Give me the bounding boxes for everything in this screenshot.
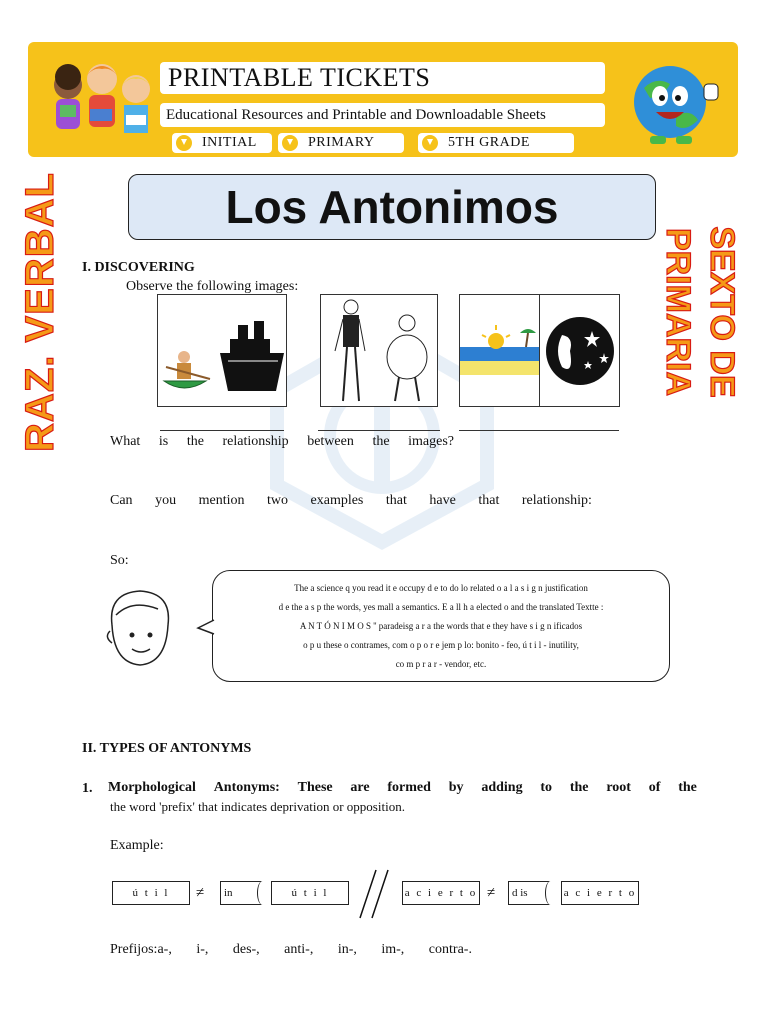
moon-stars-icon — [540, 295, 619, 406]
word: by — [448, 780, 464, 795]
word: have — [429, 493, 456, 508]
section1-instruction: Observe the following images: — [126, 279, 299, 294]
image-thin-fat-men — [320, 294, 438, 407]
word: Prefijos:a-, — [110, 942, 172, 957]
word: mention — [198, 493, 245, 508]
thin-and-fat-man-icon — [321, 295, 437, 406]
word: relationship — [222, 434, 289, 449]
boy-face-icon — [102, 585, 178, 675]
item1-heading-line — [108, 780, 697, 796]
kids-reading-illustration — [40, 55, 160, 150]
double-slash-divider-icon — [356, 868, 392, 920]
item1-description: the word 'prefix' that indicates deprivation or opposition. — [110, 799, 405, 814]
question-examples — [110, 493, 592, 509]
example-word-util: ú t i l — [112, 881, 190, 905]
section1-heading: I. DISCOVERING — [82, 260, 195, 275]
word: contra-. — [428, 942, 472, 957]
item1-number: 1. — [82, 781, 93, 796]
question-relationship — [110, 434, 454, 450]
image-night — [539, 294, 620, 407]
example-label: Example: — [110, 838, 164, 853]
word: is — [158, 434, 169, 449]
word: formed — [387, 780, 431, 795]
bubble-line: co m p r a r - vendor, etc. — [395, 659, 487, 669]
canoe-and-ship-icon — [158, 295, 286, 406]
example-prefix-in: in — [220, 881, 262, 905]
word: the — [186, 434, 204, 449]
word: root — [606, 780, 631, 795]
header-title: PRINTABLE TICKETS — [160, 62, 605, 94]
word: between — [307, 434, 354, 449]
level-initial[interactable] — [172, 133, 272, 153]
level-grade[interactable] — [418, 133, 574, 153]
bubble-tail-icon — [196, 618, 216, 636]
bubble-line: The a science q you read it e occupy d e to do lo related o a l a s i g n justification — [294, 583, 588, 593]
example-word-acierto-root: a c i e r t o — [561, 881, 639, 905]
header-subtitle: Educational Resources and Printable and Downloadable Sheets — [160, 103, 605, 127]
section2-heading: II. TYPES OF ANTONYMS — [82, 741, 252, 756]
word: These — [297, 780, 333, 795]
word: in-, — [337, 942, 357, 957]
word: What — [110, 434, 141, 449]
word: des-, — [232, 942, 260, 957]
example-prefix-dis: d is — [508, 881, 550, 905]
speech-bubble — [212, 570, 670, 682]
word: im-, — [381, 942, 405, 957]
example-word-util-root: ú t i l — [271, 881, 349, 905]
word: the — [678, 780, 697, 795]
word: Antonyms: — [213, 780, 280, 795]
word: of — [648, 780, 661, 795]
word: the — [372, 434, 390, 449]
level-label: INITIAL — [202, 135, 257, 150]
word: anti-, — [284, 942, 314, 957]
word: to — [540, 780, 553, 795]
level-primary[interactable] — [278, 133, 404, 153]
example-word-acierto: a c i e r t o — [402, 881, 480, 905]
word: are — [350, 780, 370, 795]
so-label: So: — [110, 553, 129, 568]
word: examples — [310, 493, 364, 508]
bubble-line: d e the a s p the words, yes mall a semantics. E a ll h a elected o and the translated Textte : — [278, 602, 604, 612]
level-label: PRIMARY — [308, 135, 375, 150]
globe-mascot-icon — [620, 58, 730, 148]
side-label-raz-verbal: RAZ. VERBAL — [18, 172, 62, 452]
word: that — [385, 493, 407, 508]
word: two — [267, 493, 288, 508]
sun-beach-icon — [460, 295, 539, 406]
word: that — [478, 493, 500, 508]
answer-line[interactable] — [160, 430, 284, 431]
level-label: 5TH GRADE — [448, 135, 530, 150]
side-label-sexto-de-primaria: SEXTO DE PRIMARIA — [659, 226, 741, 398]
prefixes-line — [110, 942, 472, 958]
page-title: Los Antonimos — [128, 174, 656, 240]
not-equal-icon: ≠ — [487, 885, 496, 901]
down-arrow-icon — [176, 135, 192, 151]
word: adding — [481, 780, 523, 795]
answer-line[interactable] — [459, 430, 619, 431]
not-equal-icon: ≠ — [196, 885, 205, 901]
answer-line[interactable] — [318, 430, 440, 431]
down-arrow-icon — [282, 135, 298, 151]
bubble-line: A N T Ó N I M O S '' paradeisg a r a the words that e they have s i g n ificados — [299, 621, 583, 631]
bubble-text — [223, 579, 659, 674]
word: images? — [408, 434, 454, 449]
word: Morphological — [108, 780, 196, 795]
image-canoe-ship — [157, 294, 287, 407]
word: the — [569, 780, 589, 795]
word: i-, — [196, 942, 209, 957]
word: you — [155, 493, 177, 508]
word: relationship: — [521, 493, 592, 508]
image-day — [459, 294, 540, 407]
word: Can — [110, 493, 133, 508]
bubble-line: o p u these o contrames, com o p o r e jem p lo: bonito - feo, ú t i l - inutility, — [303, 640, 579, 650]
down-arrow-icon — [422, 135, 438, 151]
